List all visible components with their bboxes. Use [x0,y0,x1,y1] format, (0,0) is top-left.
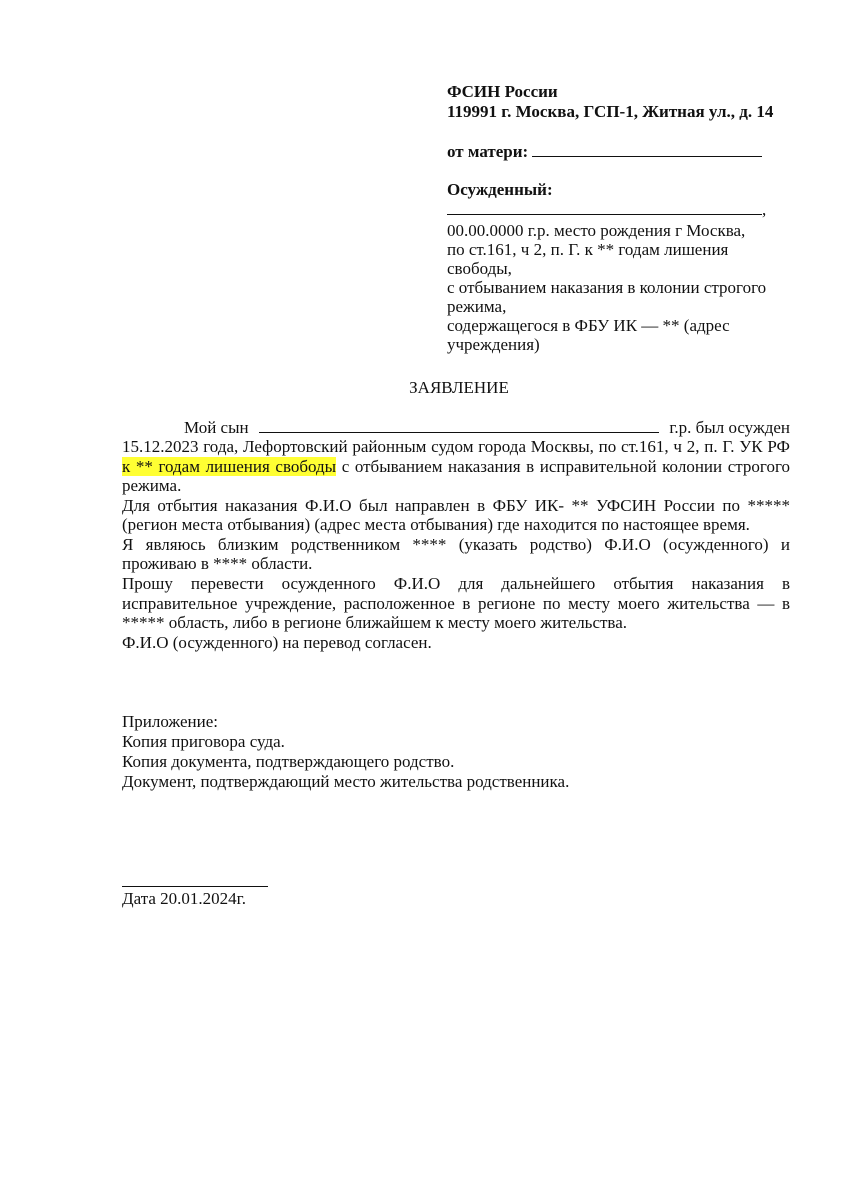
paragraph-line: режима. [122,476,182,495]
convict-line: содержащегося в ФБУ ИК — ** (адрес [447,316,730,335]
paragraph-line: Прошу перевести осужденного Ф.И.О для дальнейшего отбытия наказания в [122,574,790,593]
p1-end: г.р. был осужден [669,418,790,437]
paragraph-line: (регион места отбывания) (адрес места отбывания) где находится по настоящее время. [122,515,750,534]
convict-line: 00.00.0000 г.р. место рождения г Москва, [447,221,746,240]
from-blank [532,142,762,157]
paragraph-line [184,418,790,438]
convict-name-blank: , [447,200,766,220]
convict-label: Осужденный: [447,180,553,199]
paragraph-line: проживаю в **** области. [122,554,313,573]
paragraph-line: Я являюсь близким родственником **** (указать родство) Ф.И.О (осужденного) и [122,535,790,554]
attachment-item: Копия приговора суда. [122,732,285,751]
signature-line [122,886,268,887]
addressee-org: ФСИН России [447,82,558,101]
paragraph-line: ***** область, либо в регионе ближайшем к месту моего жительства. [122,613,628,632]
attachment-item: Документ, подтверждающий место жительства родственника. [122,772,570,791]
paragraph-line: Ф.И.О (осужденного) на перевод согласен. [122,633,432,652]
from-field [447,142,762,162]
attachment-item: Копия документа, подтверждающего родство. [122,752,455,771]
from-label: от матери: [447,142,529,161]
convict-line: режима, [447,297,507,316]
paragraph-line: исправительное учреждение, расположенное в регионе по месту моего жительства — в [122,594,790,613]
addressee-address: 119991 г. Москва, ГСП-1, Житная ул., д. 14 [447,102,774,121]
convict-line: учреждения) [447,335,540,354]
date: Дата 20.01.2024г. [122,889,246,908]
document-title: ЗАЯВЛЕНИЕ [409,378,509,397]
paragraph-line: Для отбытия наказания Ф.И.О был направлен в ФБУ ИК- ** УФСИН России по ***** [122,496,790,515]
attachments-label: Приложение: [122,712,218,731]
convict-line: с отбыванием наказания в колонии строгого [447,278,767,297]
p1-start: Мой сын [184,418,249,437]
highlighted-sentence: к ** годам лишения свободы [122,457,337,476]
paragraph-line: 15.12.2023 года, Лефортовский районным судом города Москвы, по ст.161, ч 2, п. Г. УК РФ [122,437,790,456]
son-name-blank [259,418,659,433]
p1-line3-rest: с отбыванием наказания в исправительной колонии строгого [336,457,790,476]
convict-line: по ст.161, ч 2, п. Г. к ** годам лишения [447,240,729,259]
paragraph-line [122,457,790,477]
convict-line: свободы, [447,259,512,278]
